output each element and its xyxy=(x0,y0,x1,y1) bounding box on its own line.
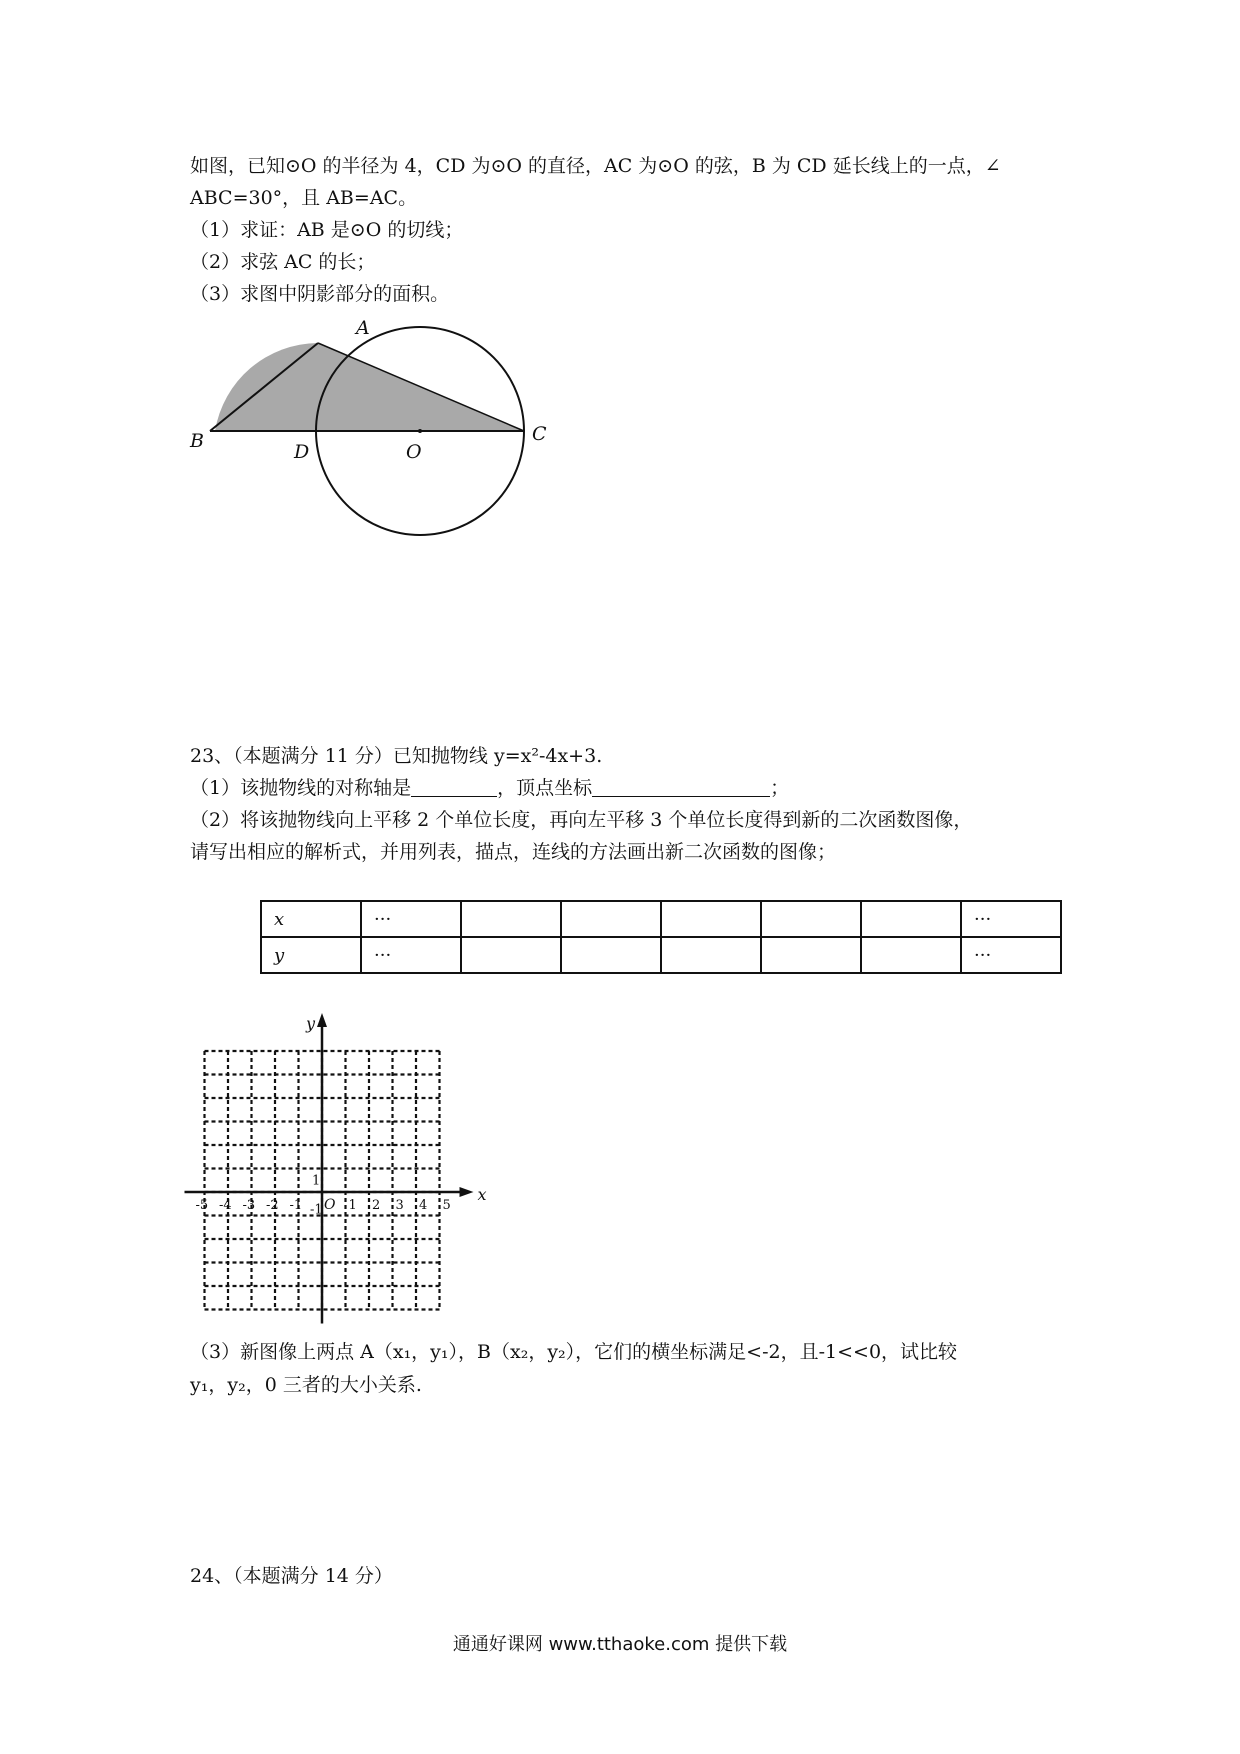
page-footer: 通通好课网 www.tthaoke.com 提供下载 xyxy=(452,1634,788,1655)
q23-part1-text-a: （1）该抛物线的对称轴是 xyxy=(190,777,412,799)
x-tick-label: -1 xyxy=(289,1198,303,1213)
q23-header: 23、（本题满分 11 分）已知抛物线 y=x²-4x+3. xyxy=(190,745,603,767)
q23-part1-text-b: ，顶点坐标 xyxy=(497,777,593,799)
label-d: D xyxy=(294,441,310,463)
y-axis-arrow-icon xyxy=(317,1013,327,1027)
x-tick-label: 3 xyxy=(395,1198,404,1213)
q22-part1: （1）求证：AB 是⊙O 的切线； xyxy=(190,219,464,241)
circle-tangent-figure xyxy=(180,315,560,545)
x-tick-label: 4 xyxy=(419,1198,428,1213)
label-b: B xyxy=(190,430,204,452)
center-point xyxy=(418,429,422,433)
x-tick-label: 1 xyxy=(348,1198,357,1213)
shaded-region xyxy=(215,343,523,431)
x-axis-label: x xyxy=(477,1185,487,1204)
table-cell[interactable] xyxy=(861,937,961,973)
table-cell[interactable] xyxy=(461,937,561,973)
vertex-answer-blank[interactable] xyxy=(592,776,770,797)
x-tick-label: -2 xyxy=(266,1198,279,1213)
q23-part2-line2: 请写出相应的解析式，并用列表，描点，连线的方法画出新二次函数的图像； xyxy=(190,841,837,863)
axis-answer-blank[interactable] xyxy=(411,776,497,797)
table-cell-ellipsis: ··· xyxy=(961,901,1061,937)
value-table xyxy=(260,900,1062,974)
y-tick-label: -1 xyxy=(310,1202,323,1218)
table-cell[interactable] xyxy=(461,901,561,937)
table-row-y xyxy=(261,937,1061,973)
label-o: O xyxy=(406,441,422,463)
table-cell[interactable] xyxy=(861,901,961,937)
q23-part3-line1: （3）新图像上两点 A（x₁，y₁），B（x₂，y₂），它们的横坐标满足<-2，且-1<<0，试比较 xyxy=(190,1341,958,1363)
q23-part1 xyxy=(190,772,789,804)
x-tick-label: 5 xyxy=(442,1198,451,1213)
table-cell-ellipsis: ··· xyxy=(961,937,1061,973)
x-tick-label: -5 xyxy=(195,1198,209,1213)
table-header-y: y xyxy=(261,937,361,973)
table-cell-ellipsis: ··· xyxy=(361,937,461,973)
label-c: C xyxy=(532,423,547,445)
table-header-x: x xyxy=(261,901,361,937)
q24-header: 24、（本题满分 14 分） xyxy=(190,1565,393,1587)
q22-stem-line2: ABC=30°，且 AB=AC。 xyxy=(190,187,418,209)
x-axis-arrow-icon xyxy=(460,1187,474,1197)
table-cell-ellipsis: ··· xyxy=(361,901,461,937)
table-cell[interactable] xyxy=(761,901,861,937)
table-cell[interactable] xyxy=(661,937,761,973)
x-tick-label: 2 xyxy=(372,1198,381,1213)
table-cell[interactable] xyxy=(661,901,761,937)
table-cell[interactable] xyxy=(561,937,661,973)
origin-label: O xyxy=(324,1197,336,1213)
label-a: A xyxy=(356,317,370,339)
q22-part2: （2）求弦 AC 的长； xyxy=(190,251,376,273)
q23-part1-text-c: ； xyxy=(770,777,790,799)
table-cell[interactable] xyxy=(761,937,861,973)
q22-stem-line1: 如图，已知⊙O 的半径为 4，CD 为⊙O 的直径，AC 为⊙O 的弦，B 为 CD 延长线上的一点，∠ xyxy=(190,155,1001,177)
q23-part3-line2: y₁，y₂，0 三者的大小关系. xyxy=(190,1374,422,1396)
x-tick-label: -4 xyxy=(219,1198,232,1213)
coordinate-grid xyxy=(185,1012,485,1332)
q23-part2-line1: （2）将该抛物线向上平移 2 个单位长度，再向左平移 3 个单位长度得到新的二次函数图像， xyxy=(190,809,973,831)
y-tick-label: 1 xyxy=(312,1173,321,1189)
y-axis-label: y xyxy=(306,1014,316,1033)
q22-part3: （3）求图中阴影部分的面积。 xyxy=(190,283,450,305)
table-row-x xyxy=(261,901,1061,937)
x-tick-label: -3 xyxy=(242,1198,256,1213)
table-cell[interactable] xyxy=(561,901,661,937)
